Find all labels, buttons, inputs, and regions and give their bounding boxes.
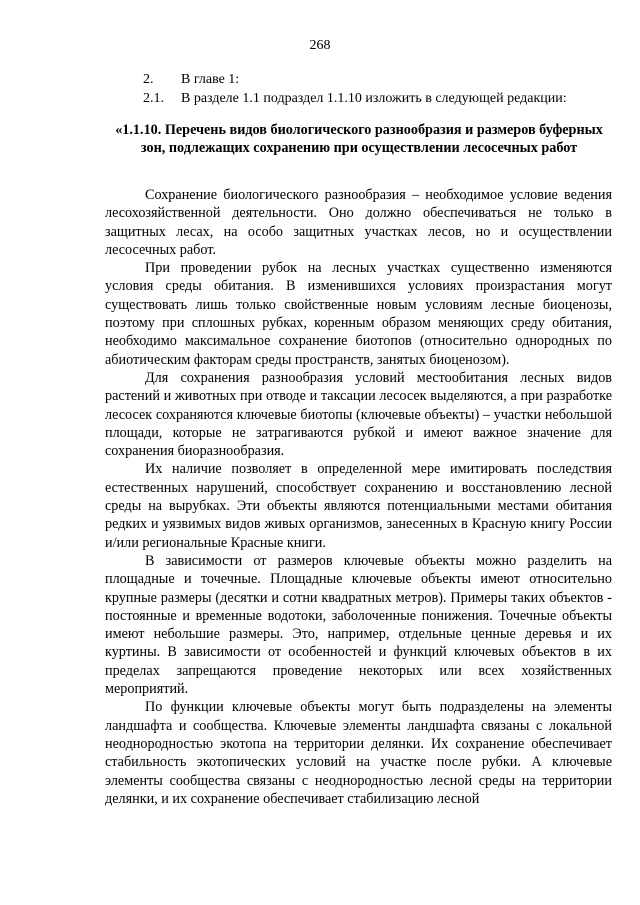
paragraph: Их наличие позволяет в определенной мере имитировать последствия естественных нарушений, способствует сохранению и восстановлению лесной среды на вырубках. Эти объекты являются потенциальными местами обитания редких и уязвимых видов живых организмов, занесенных в Красную книгу России и/или региональные Красные книги.	[105, 461, 612, 551]
paragraph: Сохранение биологического разнообразия – необходимое условие ведения лесохозяйственной деятельности. Оно должно обеспечиваться не только в защитных лесах, на особо защитных участках лесов, но и осуществлении лесосечных работ.	[105, 187, 612, 258]
list-item-text: В разделе 1.1 подраздел 1.1.10 изложить в следующей редакции:	[181, 91, 567, 106]
paragraph: По функции ключевые объекты могут быть подразделены на элементы ландшафта и сообщества. Ключевые элементы ландшафта связаны с локальной неоднородностью экотопа на территории делянки. Их сохранение обеспечивает стабильность экотопических условий на участке после рубки. А ключевые элементы сообщества связаны с неоднородностью лесной среды на территории делянки, и их сохранение обеспечивает стабилизацию лесной	[105, 699, 612, 807]
section-heading: «1.1.10. Перечень видов биологического разнообразия и размеров буферных зон, подлежащих сохранению при осуществлении лесосечных работ	[115, 122, 603, 156]
list-item-text: В главе 1:	[181, 72, 240, 87]
list-item-number: 2.	[143, 72, 154, 87]
list-item	[143, 72, 239, 88]
paragraph: Для сохранения разнообразия условий местообитания лесных видов растений и животных при отводе и таксации лесосек выделяются, а при разработке лесосек сохраняются ключевые биотопы (ключевые объекты) – участки небольшой площади, которые не затрагиваются рубкой и имеют важное значение для сохранения биоразнообразия.	[105, 369, 612, 460]
body-text	[105, 186, 612, 808]
list-item	[143, 91, 567, 107]
list-item-number: 2.1.	[143, 91, 164, 106]
page-number: 268	[309, 38, 331, 53]
paragraph: В зависимости от размеров ключевые объекты можно разделить на площадные и точечные. Площадные ключевые объекты имеют относительно крупные размеры (десятки и сотни квадратных метров). Примеры таких объектов - постоянные и временные водотоки, заболоченные понижения. Точечные объекты имеют небольшие размеры. Это, например, отдельные ценные деревья и их куртины. В зависимости от особенностей и функций ключевых объектов в их пределах запрещаются проведение некоторых или всех хозяйственных мероприятий.	[105, 552, 612, 698]
paragraph: При проведении рубок на лесных участках существенно изменяются условия среды обитания. В изменившихся условиях произрастания могут существовать лишь только свойственные новым условиям лесные биоценозы, поэтому при сплошных рубках, коренным образом меняющих среду обитания, необходимо максимальное сохранение биотопов (относительно однородных по абиотическим факторам среды пространств, занятых биоценозом).	[105, 260, 612, 368]
